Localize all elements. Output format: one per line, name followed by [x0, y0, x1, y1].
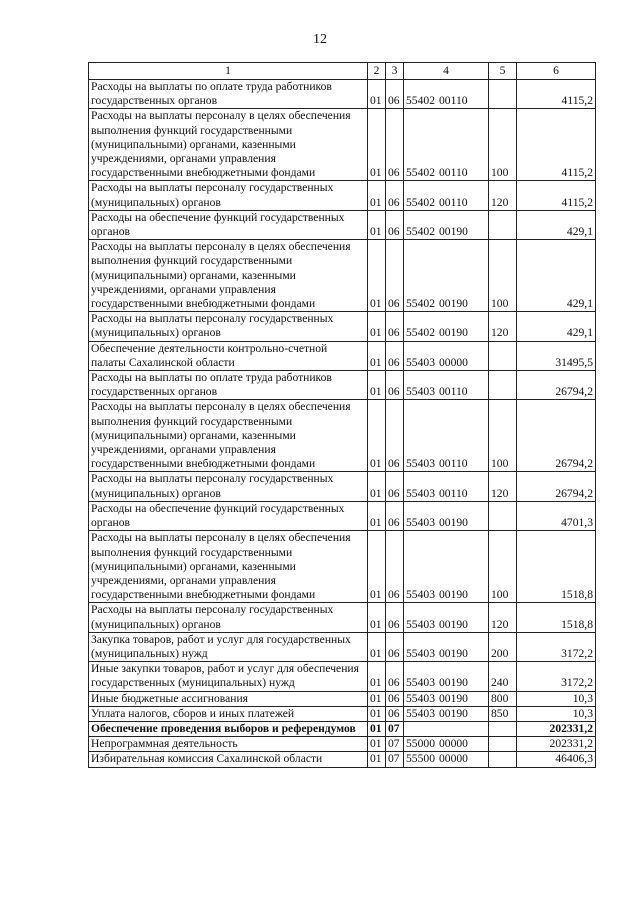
- section-code-cell: 01: [368, 341, 386, 370]
- row-name-cell: Расходы на выплаты персоналу государственных (муниципальных) органов: [89, 472, 368, 501]
- row-name-cell: Расходы на выплаты персоналу в целях обеспечения выполнения функций государственными (муниципальными) органами, казенными учреждениями, органами управления государственными внебюджетными фондами: [89, 240, 368, 312]
- table-row: [89, 210, 596, 239]
- target-article-cell: [404, 371, 489, 400]
- target-article-code: 55402: [406, 225, 435, 239]
- target-article-subcode: 00110: [438, 486, 468, 500]
- target-article-subcode: 00110: [438, 457, 468, 471]
- target-article-subcode: 00190: [438, 225, 468, 239]
- target-article-cell: [404, 501, 489, 530]
- target-article-cell: [404, 737, 489, 752]
- amount-cell: 1518,8: [517, 603, 596, 632]
- section-code-cell: 01: [368, 80, 386, 109]
- subsection-code-cell: 06: [386, 691, 404, 706]
- target-article-subcode: 00110: [438, 385, 468, 399]
- amount-cell: 4115,2: [517, 181, 596, 210]
- amount-cell: 4115,2: [517, 109, 596, 181]
- section-code-cell: 01: [368, 737, 386, 752]
- target-article-subcode: 00000: [438, 355, 468, 369]
- target-article-cell: [404, 531, 489, 603]
- amount-cell: 4701,3: [517, 501, 596, 530]
- section-code-cell: 01: [368, 662, 386, 691]
- subsection-code-cell: 06: [386, 662, 404, 691]
- target-article-cell: [404, 472, 489, 501]
- subsection-code-cell: 06: [386, 80, 404, 109]
- target-article-cell: [404, 400, 489, 472]
- target-article-cell: [404, 662, 489, 691]
- section-code-cell: 01: [368, 240, 386, 312]
- table-row: [89, 737, 596, 752]
- expense-type-cell: 120: [489, 472, 517, 501]
- expense-type-cell: 120: [489, 181, 517, 210]
- target-article-subcode: 00190: [438, 646, 468, 660]
- column-header: 2: [368, 63, 386, 80]
- target-article-subcode: 00110: [438, 94, 468, 108]
- row-name-cell: Обеспечение проведения выборов и референдумов: [89, 721, 368, 736]
- section-code-cell: 01: [368, 371, 386, 400]
- column-header: 3: [386, 63, 404, 80]
- target-article-subcode: 00190: [438, 691, 468, 705]
- subsection-code-cell: 06: [386, 240, 404, 312]
- expense-type-cell: [489, 80, 517, 109]
- expense-type-cell: [489, 371, 517, 400]
- subsection-code-cell: 06: [386, 400, 404, 472]
- subsection-code-cell: 06: [386, 371, 404, 400]
- row-name-cell: Обеспечение деятельности контрольно-счетной палаты Сахалинской области: [89, 341, 368, 370]
- target-article-subcode: 00190: [438, 588, 468, 602]
- amount-cell: 4115,2: [517, 80, 596, 109]
- table-row: [89, 706, 596, 721]
- budget-table: [88, 62, 596, 768]
- table-row: [89, 371, 596, 400]
- target-article-subcode: 00000: [438, 752, 468, 766]
- amount-cell: 10,3: [517, 691, 596, 706]
- section-code-cell: 01: [368, 400, 386, 472]
- target-article-subcode: 00110: [438, 166, 468, 180]
- table-row: [89, 531, 596, 603]
- target-article-code: 55403: [406, 617, 435, 631]
- expense-type-cell: 100: [489, 109, 517, 181]
- table-row: [89, 341, 596, 370]
- expense-type-cell: 100: [489, 240, 517, 312]
- subsection-code-cell: 06: [386, 472, 404, 501]
- expense-type-cell: 100: [489, 531, 517, 603]
- table-row: [89, 109, 596, 181]
- target-article-subcode: 00190: [438, 676, 468, 690]
- row-name-cell: Расходы на выплаты персоналу государственных (муниципальных) органов: [89, 312, 368, 341]
- expense-type-cell: [489, 737, 517, 752]
- expense-type-cell: [489, 752, 517, 767]
- column-header: 6: [517, 63, 596, 80]
- expense-type-cell: 800: [489, 691, 517, 706]
- target-article-code: 55403: [406, 706, 435, 720]
- table-row: [89, 752, 596, 767]
- section-code-cell: 01: [368, 312, 386, 341]
- amount-cell: 31495,5: [517, 341, 596, 370]
- amount-cell: 429,1: [517, 210, 596, 239]
- expense-type-cell: 240: [489, 662, 517, 691]
- row-name-cell: Закупка товаров, работ и услуг для государственных (муниципальных) нужд: [89, 632, 368, 661]
- target-article-code: 55403: [406, 588, 435, 602]
- target-article-cell: [404, 312, 489, 341]
- expense-type-cell: 120: [489, 603, 517, 632]
- target-article-code: 55403: [406, 486, 435, 500]
- column-header: 4: [404, 63, 489, 80]
- amount-cell: 429,1: [517, 312, 596, 341]
- target-article-cell: [404, 691, 489, 706]
- table-row: [89, 472, 596, 501]
- expense-type-cell: [489, 210, 517, 239]
- expense-type-cell: 850: [489, 706, 517, 721]
- section-code-cell: 01: [368, 632, 386, 661]
- target-article-code: 55403: [406, 516, 435, 530]
- target-article-cell: [404, 80, 489, 109]
- target-article-cell: [404, 603, 489, 632]
- subsection-code-cell: 06: [386, 109, 404, 181]
- section-code-cell: 01: [368, 752, 386, 767]
- target-article-code: 55403: [406, 676, 435, 690]
- row-name-cell: Расходы на выплаты персоналу в целях обеспечения выполнения функций государственными (муниципальными) органами, казенными учреждениями, органами управления государственными внебюджетными фондами: [89, 531, 368, 603]
- subsection-code-cell: 06: [386, 341, 404, 370]
- amount-cell: 26794,2: [517, 472, 596, 501]
- target-article-code: 55402: [406, 297, 435, 311]
- row-name-cell: Расходы на обеспечение функций государственных органов: [89, 210, 368, 239]
- section-code-cell: 01: [368, 531, 386, 603]
- target-article-code: 55403: [406, 691, 435, 705]
- row-name-cell: Расходы на выплаты по оплате труда работников государственных органов: [89, 371, 368, 400]
- table-row: [89, 400, 596, 472]
- expense-type-cell: [489, 341, 517, 370]
- table-row: [89, 80, 596, 109]
- subsection-code-cell: 06: [386, 312, 404, 341]
- column-header: 5: [489, 63, 517, 80]
- subsection-code-cell: 06: [386, 603, 404, 632]
- target-article-subcode: 00190: [438, 297, 468, 311]
- target-article-cell: [404, 632, 489, 661]
- target-article-code: 55403: [406, 457, 435, 471]
- target-article-cell: [404, 210, 489, 239]
- subsection-code-cell: 07: [386, 721, 404, 736]
- amount-cell: 1518,8: [517, 531, 596, 603]
- expense-type-cell: 120: [489, 312, 517, 341]
- amount-cell: 429,1: [517, 240, 596, 312]
- target-article-subcode: 00190: [438, 326, 468, 340]
- target-article-cell: [404, 706, 489, 721]
- target-article-cell: [404, 109, 489, 181]
- amount-cell: 10,3: [517, 706, 596, 721]
- target-article-code: 55403: [406, 355, 435, 369]
- target-article-code: 55402: [406, 94, 435, 108]
- section-code-cell: 01: [368, 691, 386, 706]
- target-article-subcode: 00110: [438, 195, 468, 209]
- table-row: [89, 603, 596, 632]
- target-article-code: 55403: [406, 646, 435, 660]
- expense-type-cell: 200: [489, 632, 517, 661]
- table-header-row: [89, 63, 596, 80]
- target-article-cell: [404, 181, 489, 210]
- row-name-cell: Иные бюджетные ассигнования: [89, 691, 368, 706]
- target-article-code: 55402: [406, 166, 435, 180]
- section-code-cell: 01: [368, 181, 386, 210]
- row-name-cell: Избирательная комиссия Сахалинской области: [89, 752, 368, 767]
- amount-cell: 3172,2: [517, 662, 596, 691]
- target-article-cell: [404, 752, 489, 767]
- target-article-code: 55402: [406, 195, 435, 209]
- amount-cell: 26794,2: [517, 400, 596, 472]
- table-row: [89, 632, 596, 661]
- page-number: 12: [313, 32, 327, 47]
- expense-type-cell: [489, 501, 517, 530]
- target-article-subcode: 00000: [438, 737, 468, 751]
- row-name-cell: Расходы на выплаты персоналу государственных (муниципальных) органов: [89, 603, 368, 632]
- section-code-cell: 01: [368, 721, 386, 736]
- subsection-code-cell: 07: [386, 752, 404, 767]
- subsection-code-cell: 06: [386, 210, 404, 239]
- target-article-subcode: 00190: [438, 617, 468, 631]
- amount-cell: 202331,2: [517, 737, 596, 752]
- target-article-subcode: 00190: [438, 706, 468, 720]
- section-code-cell: 01: [368, 210, 386, 239]
- row-name-cell: Расходы на выплаты персоналу в целях обеспечения выполнения функций государственными (муниципальными) органами, казенными учреждениями, органами управления государственными внебюджетными фондами: [89, 109, 368, 181]
- subsection-code-cell: 06: [386, 501, 404, 530]
- row-name-cell: Расходы на выплаты по оплате труда работников государственных органов: [89, 80, 368, 109]
- section-code-cell: 01: [368, 472, 386, 501]
- row-name-cell: Расходы на выплаты персоналу в целях обеспечения выполнения функций государственными (муниципальными) органами, казенными учреждениями, органами управления государственными внебюджетными фондами: [89, 400, 368, 472]
- target-article-subcode: 00190: [438, 516, 468, 530]
- row-name-cell: Непрограммная деятельность: [89, 737, 368, 752]
- table-row: [89, 240, 596, 312]
- subsection-code-cell: 06: [386, 632, 404, 661]
- target-article-code: 55000: [406, 737, 435, 751]
- row-name-cell: Расходы на обеспечение функций государственных органов: [89, 501, 368, 530]
- subsection-code-cell: 07: [386, 737, 404, 752]
- section-code-cell: 01: [368, 501, 386, 530]
- table-row: [89, 662, 596, 691]
- table-row: [89, 312, 596, 341]
- amount-cell: 26794,2: [517, 371, 596, 400]
- expense-type-cell: [489, 721, 517, 736]
- section-code-cell: 01: [368, 706, 386, 721]
- target-article-cell: [404, 240, 489, 312]
- table-row: [89, 721, 596, 736]
- target-article-code: 55500: [406, 752, 435, 766]
- amount-cell: 46406,3: [517, 752, 596, 767]
- target-article-code: 55402: [406, 326, 435, 340]
- subsection-code-cell: 06: [386, 531, 404, 603]
- section-code-cell: 01: [368, 109, 386, 181]
- subsection-code-cell: 06: [386, 706, 404, 721]
- table-row: [89, 691, 596, 706]
- target-article-cell: [404, 721, 489, 736]
- column-header: 1: [89, 63, 368, 80]
- amount-cell: 202331,2: [517, 721, 596, 736]
- section-code-cell: 01: [368, 603, 386, 632]
- target-article-code: 55403: [406, 385, 435, 399]
- row-name-cell: Иные закупки товаров, работ и услуг для обеспечения государственных (муниципальных) нужд: [89, 662, 368, 691]
- amount-cell: 3172,2: [517, 632, 596, 661]
- row-name-cell: Расходы на выплаты персоналу государственных (муниципальных) органов: [89, 181, 368, 210]
- table-body: [89, 80, 596, 768]
- table-row: [89, 501, 596, 530]
- row-name-cell: Уплата налогов, сборов и иных платежей: [89, 706, 368, 721]
- table-row: [89, 181, 596, 210]
- subsection-code-cell: 06: [386, 181, 404, 210]
- expense-type-cell: 100: [489, 400, 517, 472]
- target-article-cell: [404, 341, 489, 370]
